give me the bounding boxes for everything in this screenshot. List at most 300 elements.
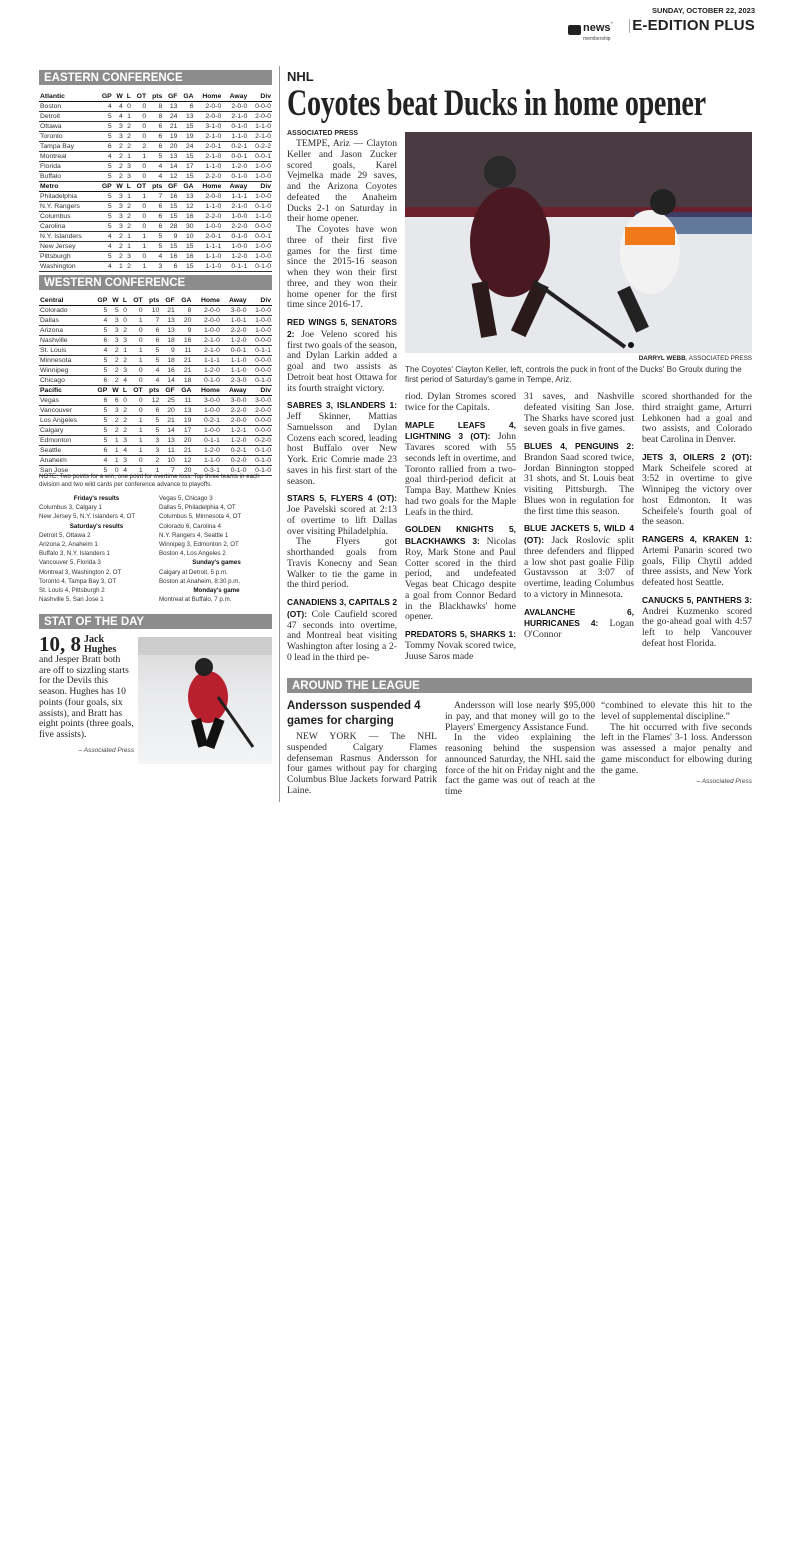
stat-cell: 2 — [108, 366, 119, 376]
paragraph-text: The Coyotes have won three of their first five games for the first time since the 2015-16 season when they won their first three, and they won their home opener for the first time since 2016-17. — [287, 224, 397, 311]
stat-cell: 18 — [176, 376, 193, 386]
stat-cell: 4 — [144, 366, 161, 376]
stat-cell: 18 — [160, 356, 176, 366]
column-header: pts — [144, 386, 161, 396]
stat-cell: 6 — [147, 212, 163, 222]
paragraph-text: TEMPE, Ariz — Clayton Keller and Jason Zucker scored goals, Karel Vejmelka made 29 saves, and the Arizona Coyotes defeated the Anaheim Ducks 2-1 on Saturday in their home opener. — [287, 138, 397, 225]
column-header: L — [120, 296, 128, 306]
column-header: OT — [132, 92, 147, 102]
column-header: GP — [97, 92, 113, 102]
stat-cell: 5 — [144, 346, 161, 356]
column-header: OT — [128, 386, 144, 396]
stat-cell: 17 — [178, 162, 194, 172]
stat-cell: 16 — [160, 366, 176, 376]
table-row — [39, 306, 272, 316]
stat-cell: 4 — [97, 262, 113, 272]
game-lead: CANADIENS 3, CAPITALS 2 (OT): — [287, 597, 397, 619]
stat-cell: 2 — [124, 202, 132, 212]
result-line: Montreal at Buffalo, 7 p.m. — [159, 596, 232, 604]
column-header: Away — [221, 386, 248, 396]
stat-cell: 1 — [132, 262, 147, 272]
stat-cell: 15 — [178, 242, 194, 252]
stat-cell: 2-1-0 — [222, 202, 248, 212]
paragraph-text: Brandon Saad scored twice, Jordan Binnington stopped 31 shots, and St. Louis beat visiting Pittsburgh. The Blues won in regulation for the first time this season. — [524, 451, 634, 517]
stat-text: and Jesper Bratt both are off to sizzling starts for the Devils this season. Hughes has 10 points (four goals, six assists), and Bratt has eight points (three goals, five assists). — [39, 654, 134, 740]
stat-cell: 19 — [178, 132, 194, 142]
stat-cell: 14 — [163, 162, 178, 172]
stat-cell: 0 — [132, 162, 147, 172]
stat-cell: 0-1-0 — [248, 262, 272, 272]
stat-cell: 1-1-0 — [195, 252, 223, 262]
stat-cell: 1 — [124, 112, 132, 122]
stat-of-the-day — [39, 632, 134, 754]
stat-cell: 5 — [144, 356, 161, 366]
paragraph — [524, 392, 634, 435]
stat-cell: 0 — [128, 376, 144, 386]
results-heading: Monday's game — [193, 587, 240, 595]
column-header: GF — [160, 296, 176, 306]
paragraph-text: Artemi Panarin scored two goals, Filip Chytil added three assists, and New York defeated host Seattle. — [642, 544, 752, 588]
stat-cell: 1 — [128, 356, 144, 366]
stat-cell: 6 — [144, 326, 161, 336]
stat-cell: 1-2-0 — [222, 162, 248, 172]
stat-cell: 5 — [92, 436, 108, 446]
game-lead: RED WINGS 5, SENATORS 2: — [287, 317, 397, 339]
logo-sub: membership — [583, 36, 611, 42]
stat-cell: 0 — [132, 112, 147, 122]
team-name: New Jersey — [39, 242, 97, 252]
paragraph — [287, 493, 397, 537]
stat-cell: 13 — [176, 406, 193, 416]
stat-cell: 1-2-1 — [221, 426, 248, 436]
stat-cell: 5 — [92, 406, 108, 416]
table-row — [39, 356, 272, 366]
stat-cell: 5 — [92, 466, 108, 476]
column-header: Home — [195, 182, 223, 192]
paragraph-text: “combined to elevate this hit to the level of supplemental discipline.” — [601, 700, 752, 722]
column-header: Div — [248, 182, 272, 192]
paragraph — [287, 317, 397, 394]
stat-cell: 4 — [147, 162, 163, 172]
stat-cell: 1-1-0 — [192, 456, 220, 466]
stat-cell: 3-0-0 — [221, 306, 248, 316]
stat-cell: 20 — [176, 466, 193, 476]
paragraph-text: Jack Roslovic split three defenders and flipped a low shot past goalie Filip Gustavsson at 3:07 of overtime, leading Columbus to a victory in Minnesota. — [524, 535, 634, 600]
team-name: Toronto — [39, 132, 97, 142]
stat-cell: 2 — [144, 456, 161, 466]
stat-cell: 5 — [97, 192, 113, 202]
stat-cell: 1 — [128, 346, 144, 356]
team-name: Buffalo — [39, 172, 97, 182]
stat-cell: 4 — [147, 172, 163, 182]
stat-cell: 4 — [147, 252, 163, 262]
stat-cell: 0 — [132, 132, 147, 142]
stat-cell: 21 — [176, 366, 193, 376]
stat-credit: – Associated Press — [78, 746, 134, 754]
stat-cell: 3 — [120, 336, 128, 346]
team-name: Carolina — [39, 222, 97, 232]
game-lead: PREDATORS 5, SHARKS 1: — [405, 629, 516, 639]
article-column-4 — [642, 392, 752, 650]
stat-cell: 1 — [124, 242, 132, 252]
stat-cell: 25 — [160, 396, 176, 406]
column-header: Div — [248, 92, 272, 102]
hockey-player-illustration — [138, 637, 272, 764]
stat-cell: 2-1-0 — [195, 132, 223, 142]
team-name: Colorado — [39, 306, 92, 316]
table-row — [39, 426, 272, 436]
stat-cell: 3-0-0 — [248, 396, 272, 406]
column-header: pts — [144, 296, 161, 306]
stat-cell: 6 — [163, 262, 178, 272]
stat-cell: 0 — [132, 202, 147, 212]
stat-cell: 5 — [108, 306, 119, 316]
stat-cell: 0-2-0 — [221, 456, 248, 466]
stat-cell: 3 — [144, 436, 161, 446]
column-header: GA — [176, 386, 193, 396]
paragraph-text: Nicolas Roy, Mark Stone and Paul Cotter scored in the third period, and undefeated Vegas beat Chicago despite a goal from Connor Bedard in the Blackhawks' home opener. — [405, 536, 516, 623]
stat-cell: 10 — [160, 456, 176, 466]
stat-photo-hughes — [138, 637, 272, 764]
stat-cell: 11 — [160, 446, 176, 456]
stat-cell: 1 — [128, 466, 144, 476]
paragraph-text: John Tavares scored with 55 seconds left in overtime, and Toronto rallied from a two-goal third-period deficit at Tampa Bay. Matthew Knies had two goals for the Maple Leafs in the third. — [405, 431, 516, 518]
paragraph-text: Tommy Novak scored twice, Juuse Saros made — [405, 639, 516, 662]
stat-cell: 3 — [113, 132, 124, 142]
stat-cell: 1-0-0 — [248, 252, 272, 262]
stat-cell: 1-1-0 — [195, 202, 223, 212]
paragraph-text: scored shorthanded for the third straight game, Arturri Lehkonen had a goal and two assists, and Colorado beat Carolina in Denver. — [642, 391, 752, 445]
stat-cell: 3 — [113, 122, 124, 132]
photo-agency: , ASSOCIATED PRESS — [685, 355, 752, 362]
stat-cell: 5 — [147, 242, 163, 252]
stat-cell: 4 — [92, 346, 108, 356]
paragraph-text: Logan O'Connor — [524, 618, 634, 640]
stat-cell: 5 — [92, 366, 108, 376]
game-lead: RANGERS 4, KRAKEN 1: — [642, 534, 752, 544]
stat-cell: 2 — [120, 356, 128, 366]
stat-cell: 1-1-0 — [248, 122, 272, 132]
stat-cell: 5 — [97, 122, 113, 132]
result-line: Vancouver 5, Florida 3 — [39, 559, 101, 567]
paragraph — [524, 523, 634, 600]
team-name: Seattle — [39, 446, 92, 456]
stat-cell: 1-0-0 — [222, 212, 248, 222]
stat-number: 10, 8 — [39, 632, 81, 656]
column-header: GA — [178, 92, 194, 102]
masthead — [565, 6, 755, 42]
paragraph — [601, 723, 752, 777]
paragraph — [405, 524, 516, 623]
stat-cell: 1-0-1 — [221, 316, 248, 326]
paragraph — [405, 392, 516, 414]
stat-cell: 15 — [178, 122, 194, 132]
paragraph — [287, 225, 397, 311]
column-header: GF — [160, 386, 176, 396]
column-header: W — [108, 386, 119, 396]
stat-cell: 6 — [144, 336, 161, 346]
stat-cell: 1 — [144, 466, 161, 476]
stat-cell: 3 — [108, 406, 119, 416]
stat-cell: 1-1-1 — [195, 242, 223, 252]
stat-cell: 15 — [163, 242, 178, 252]
stat-cell: 1 — [108, 446, 119, 456]
paragraph-text: NEW YORK — The NHL suspended Calgary Flames defenseman Rasmus Andersson for four games without pay for charging Columbus Blue Jackets forward Patrik Laine. — [287, 731, 437, 796]
stat-cell: 1-0-0 — [248, 172, 272, 182]
photo-caption: The Coyotes' Clayton Keller, left, controls the puck in front of the Ducks' Bo Groulx during the first period of Saturday's game in Tempe, Ariz. — [405, 365, 742, 384]
stat-cell: 6 — [178, 102, 194, 112]
stat-cell: 0-3-1 — [192, 466, 220, 476]
stat-cell: 5 — [97, 172, 113, 182]
stat-cell: 21 — [160, 416, 176, 426]
stat-cell: 1-0-0 — [192, 426, 220, 436]
stat-cell: 16 — [178, 252, 194, 262]
stat-cell: 5 — [92, 306, 108, 316]
stat-cell: 2 — [113, 162, 124, 172]
around-column-3-wrap — [601, 701, 752, 785]
stat-cell: 4 — [144, 376, 161, 386]
stat-cell: 0 — [124, 102, 132, 112]
stat-cell: 24 — [163, 112, 178, 122]
stat-cell: 10 — [178, 232, 194, 242]
stat-cell: 4 — [120, 446, 128, 456]
stat-cell: 2-0-1 — [195, 142, 223, 152]
stat-cell: 0-1-0 — [222, 172, 248, 182]
stat-cell: 3-0-0 — [192, 396, 220, 406]
stat-cell: 1 — [128, 436, 144, 446]
column-header: GF — [163, 92, 178, 102]
column-header: Div — [248, 296, 272, 306]
stat-cell: 0 — [132, 102, 147, 112]
table-row — [39, 162, 272, 172]
stat-cell: 6 — [92, 336, 108, 346]
stat-cell: 2-2-0 — [221, 326, 248, 336]
stat-cell: 20 — [160, 406, 176, 416]
stat-cell: 1-0-0 — [222, 242, 248, 252]
masthead-divider — [629, 19, 630, 33]
column-header: L — [124, 92, 132, 102]
table-row — [39, 326, 272, 336]
stat-cell: 5 — [97, 222, 113, 232]
paragraph-text: Mark Scheifele scored at 3:52 in overtime to give Winnipeg the victory over host Edmonton. It was Scheifele's fourth goal of the season. — [642, 462, 752, 528]
stat-cell: 1 — [132, 192, 147, 202]
stat-cell: 14 — [160, 426, 176, 436]
stat-cell: 5 — [147, 152, 163, 162]
stat-cell: 4 — [120, 376, 128, 386]
stat-cell: 19 — [176, 416, 193, 426]
eastern-conference-header: EASTERN CONFERENCE — [39, 70, 272, 85]
logo-sup: + — [610, 21, 614, 27]
column-header: Home — [195, 92, 223, 102]
game-lead: CANUCKS 5, PANTHERS 3: — [642, 594, 752, 605]
paragraph-text: The hit occurred with five seconds left in the Flames' 3-1 loss. Andersson was assessed a major penalty and game misconduct for elbowing during the game. — [601, 721, 752, 776]
stat-cell: 0-1-0 — [248, 446, 272, 456]
stat-cell: 1-0-0 — [248, 192, 272, 202]
stat-cell: 2-1-0 — [192, 346, 220, 356]
stat-cell: 15 — [178, 152, 194, 162]
stat-cell: 2 — [108, 376, 119, 386]
paragraph — [287, 400, 397, 487]
paragraph — [642, 392, 752, 446]
stat-cell: 11 — [176, 396, 193, 406]
result-line: Vegas 5, Chicago 3 — [159, 495, 213, 502]
game-lead: STARS 5, FLYERS 4 (OT): — [287, 493, 397, 504]
stat-cell: 0 — [132, 212, 147, 222]
stat-cell: 5 — [97, 252, 113, 262]
paragraph-text: Joe Veleno scored his first two goals of the season, and Dylan Larkin added a goal and two assists as Detroit beat host Ottawa for its fourth straight victory. — [287, 328, 397, 394]
stat-cell: 1 — [128, 446, 144, 456]
stat-cell: 0-0-0 — [248, 222, 272, 232]
table-row — [39, 252, 272, 262]
stat-cell: 17 — [176, 426, 193, 436]
division-name: Metro — [39, 182, 97, 192]
stat-cell: 30 — [178, 222, 194, 232]
results-left — [39, 494, 154, 604]
stat-cell: 16 — [163, 252, 178, 262]
team-name: Arizona — [39, 326, 92, 336]
stat-cell: 0-0-0 — [248, 366, 272, 376]
stat-cell: 0-1-1 — [248, 346, 272, 356]
stat-cell: 13 — [178, 192, 194, 202]
results-heading: Sunday's games — [192, 559, 241, 567]
stat-cell: 21 — [176, 356, 193, 366]
stat-cell: 0 — [128, 366, 144, 376]
stat-cell: 5 — [92, 416, 108, 426]
stat-cell: 2 — [113, 232, 124, 242]
stat-cell: 14 — [160, 376, 176, 386]
result-line: Boston 4, Los Angeles 2 — [159, 550, 226, 558]
stat-cell: 1 — [124, 192, 132, 202]
stat-cell: 0-0-1 — [248, 152, 272, 162]
stat-cell: 3 — [147, 262, 163, 272]
western-standings-table — [39, 296, 272, 476]
stat-cell: 2-0-0 — [192, 306, 220, 316]
column-header: Div — [248, 386, 272, 396]
stat-cell: 3 — [108, 336, 119, 346]
stat-cell: 1-1-1 — [192, 356, 220, 366]
stat-cell: 19 — [163, 132, 178, 142]
stat-cell: 15 — [163, 212, 178, 222]
stat-cell: 2 — [124, 262, 132, 272]
division-name: Pacific — [39, 386, 92, 396]
stat-cell: 1 — [128, 416, 144, 426]
paragraph-text: In the video explaining the reasoning behind the suspension announced Saturday, the NHL said the force of the hit on Friday night and the fact the game was out of reach at the time — [445, 732, 595, 797]
stat-cell: 4 — [120, 466, 128, 476]
stat-cell: 4 — [92, 456, 108, 466]
column-header: pts — [147, 182, 163, 192]
news-membership-logo[interactable] — [568, 18, 613, 42]
stat-cell: 0-0-0 — [248, 356, 272, 366]
stat-cell: 1-0-0 — [248, 306, 272, 316]
stat-cell: 15 — [178, 172, 194, 182]
chat-bubble-icon — [568, 25, 581, 35]
division-name: Atlantic — [39, 92, 97, 102]
stat-cell: 1 — [120, 346, 128, 356]
stat-cell: 2 — [124, 132, 132, 142]
division-name: Central — [39, 296, 92, 306]
stat-cell: 3 — [108, 326, 119, 336]
team-name: Dallas — [39, 316, 92, 326]
result-line: Detroit 5, Ottawa 2 — [39, 531, 91, 539]
stat-cell: 1 — [132, 152, 147, 162]
stat-cell: 13 — [160, 326, 176, 336]
stat-cell: 20 — [163, 142, 178, 152]
stat-cell: 0-1-0 — [248, 456, 272, 466]
stat-cell: 5 — [147, 232, 163, 242]
stat-cell: 0 — [108, 466, 119, 476]
team-name: Vancouver — [39, 406, 92, 416]
around-column-1 — [287, 732, 437, 797]
table-row — [39, 172, 272, 182]
stat-cell: 3 — [120, 436, 128, 446]
table-row — [39, 436, 272, 446]
stat-cell: 1-0-0 — [192, 326, 220, 336]
result-line: Columbus 3, Calgary 1 — [39, 504, 102, 512]
game-lead: BLUE JACKETS 5, WILD 4 (OT): — [524, 523, 634, 545]
stat-cell: 6 — [92, 396, 108, 406]
team-name: Columbus — [39, 212, 97, 222]
stat-cell: 13 — [178, 112, 194, 122]
stat-cell: 5 — [92, 426, 108, 436]
stat-cell: 5 — [144, 416, 161, 426]
stat-cell: 6 — [147, 132, 163, 142]
stat-cell: 2-1-0 — [222, 112, 248, 122]
stat-cell: 6 — [97, 142, 113, 152]
stat-cell: 3 — [120, 366, 128, 376]
stat-cell: 6 — [108, 396, 119, 406]
stat-cell: 1-0-0 — [192, 406, 220, 416]
team-name: St. Louis — [39, 346, 92, 356]
table-row — [39, 406, 272, 416]
stat-cell: 0-0-0 — [248, 416, 272, 426]
stat-cell: 0-0-1 — [222, 152, 248, 162]
stat-cell: 16 — [163, 192, 178, 202]
result-line: St. Louis 4, Pittsburgh 2 — [39, 587, 105, 595]
stat-cell: 4 — [113, 112, 124, 122]
result-line: Winnipeg 3, Edmonton 2, OT — [159, 541, 239, 549]
stat-cell: 13 — [163, 102, 178, 112]
stat-cell: 0 — [132, 172, 147, 182]
stat-of-the-day-header: STAT OF THE DAY — [39, 614, 272, 629]
stat-cell: 21 — [176, 446, 193, 456]
table-row — [39, 112, 272, 122]
division-header-row — [39, 386, 272, 396]
stat-cell: 6 — [147, 202, 163, 212]
table-row — [39, 316, 272, 326]
article-column-2 — [405, 392, 516, 662]
stat-cell: 1 — [124, 232, 132, 242]
stat-cell: 0 — [128, 456, 144, 466]
stat-cell: 2-0-0 — [192, 316, 220, 326]
team-name: Detroit — [39, 112, 97, 122]
stat-cell: 1-2-0 — [192, 366, 220, 376]
stat-cell: 5 — [97, 162, 113, 172]
table-row — [39, 232, 272, 242]
team-name: Edmonton — [39, 436, 92, 446]
stat-cell: 0-0-1 — [221, 346, 248, 356]
stat-cell: 3-1-0 — [195, 122, 223, 132]
stat-cell: 3 — [124, 172, 132, 182]
stat-cell: 3 — [113, 192, 124, 202]
stat-cell: 1-1-0 — [221, 366, 248, 376]
stat-cell: 2 — [120, 406, 128, 416]
paragraph — [405, 629, 516, 662]
stat-cell: 0 — [132, 122, 147, 132]
stat-cell: 1 — [132, 232, 147, 242]
stat-cell: 20 — [176, 436, 193, 446]
stat-cell: 1 — [108, 436, 119, 446]
table-row — [39, 202, 272, 212]
